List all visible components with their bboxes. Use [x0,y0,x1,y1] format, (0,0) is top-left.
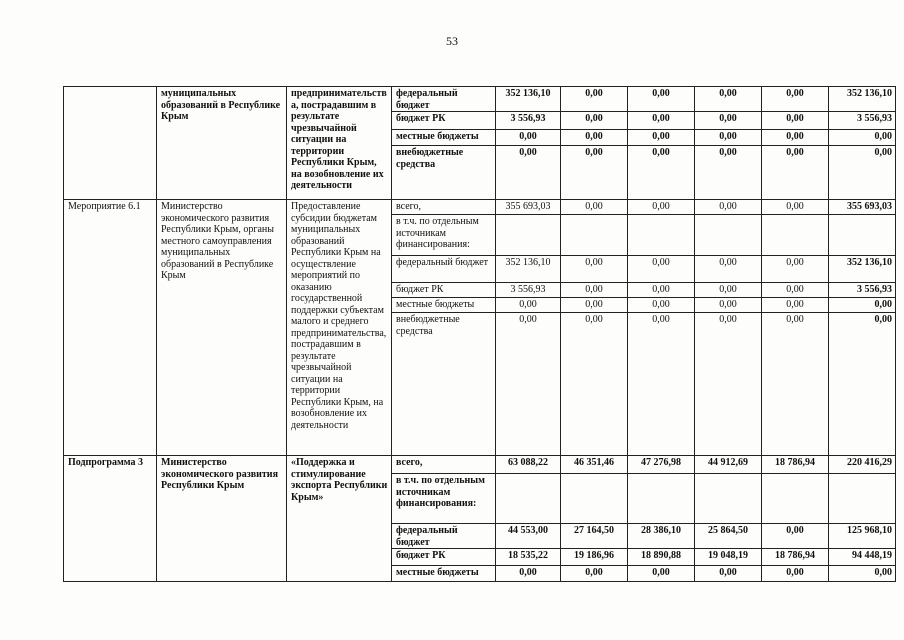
value-cell [561,215,628,256]
value-cell [695,215,762,256]
value-cell: 0,00 [628,200,695,215]
value-cell: 0,00 [561,298,628,313]
description-cell: Предоставление субсидии бюджетам муниципальных образований Республики Крым на осуществление мероприятий по оказанию государственной поддержки субъектам малого и среднего предпринимательства, пострадавшим в результате чрезвычайной ситуации на территории Республики Крым, на возобновление их деятельности [287,200,392,456]
value-cell: 0,00 [762,313,829,456]
source-cell: бюджет РК [392,549,496,566]
value-cell: 0,00 [762,524,829,549]
value-cell: 0,00 [561,146,628,200]
value-cell: 352 136,10 [829,256,896,283]
value-cell: 0,00 [561,313,628,456]
value-cell: 19 048,19 [695,549,762,566]
value-cell: 0,00 [496,130,561,146]
value-cell: 0,00 [695,283,762,298]
source-cell: федеральный бюджет [392,87,496,112]
table-row [64,456,896,474]
executor-cell: муниципальных образований в Республике Крым [157,87,287,200]
value-cell [628,474,695,524]
value-cell: 0,00 [628,130,695,146]
value-cell: 355 693,03 [829,200,896,215]
page-number: 53 [446,34,458,48]
value-cell: 0,00 [561,283,628,298]
value-cell: 0,00 [561,256,628,283]
source-cell: внебюджетные средства [392,146,496,200]
value-cell: 3 556,93 [496,283,561,298]
source-cell: бюджет РК [392,283,496,298]
description-cell: предпринимательства, пострадавшим в результате чрезвычайной ситуации на территории Республики Крым, на возобновление их деятельности [287,87,392,200]
value-cell: 19 186,96 [561,549,628,566]
source-cell: в т.ч. по отдельным источникам финансирования: [392,215,496,256]
value-cell: 94 448,19 [829,549,896,566]
value-cell [496,215,561,256]
name-cell [64,87,157,200]
source-cell: федеральный бюджет [392,524,496,549]
value-cell: 0,00 [496,566,561,582]
value-cell: 25 864,50 [695,524,762,549]
value-cell: 0,00 [695,298,762,313]
value-cell: 0,00 [561,87,628,112]
value-cell: 18 890,88 [628,549,695,566]
value-cell: 0,00 [695,112,762,130]
value-cell [695,474,762,524]
value-cell: 0,00 [496,298,561,313]
value-cell: 47 276,98 [628,456,695,474]
value-cell: 352 136,10 [829,87,896,112]
value-cell: 352 136,10 [496,256,561,283]
value-cell: 0,00 [762,298,829,313]
value-cell: 220 416,29 [829,456,896,474]
value-cell: 27 164,50 [561,524,628,549]
value-cell: 46 351,46 [561,456,628,474]
value-cell [762,474,829,524]
value-cell: 18 535,22 [496,549,561,566]
value-cell: 0,00 [628,283,695,298]
table-row [64,87,896,112]
name-cell: Мероприятие 6.1 [64,200,157,456]
value-cell: 0,00 [762,87,829,112]
value-cell: 0,00 [695,313,762,456]
source-cell: бюджет РК [392,112,496,130]
value-cell: 0,00 [762,146,829,200]
value-cell: 125 968,10 [829,524,896,549]
value-cell: 0,00 [561,130,628,146]
value-cell: 3 556,93 [829,283,896,298]
value-cell [762,215,829,256]
value-cell: 0,00 [762,566,829,582]
value-cell: 0,00 [762,130,829,146]
description-cell: «Поддержка и стимулирование экспорта Республики Крым» [287,456,392,582]
value-cell: 3 556,93 [496,112,561,130]
value-cell: 0,00 [628,313,695,456]
value-cell: 0,00 [628,256,695,283]
value-cell [561,474,628,524]
value-cell: 0,00 [695,256,762,283]
value-cell: 0,00 [829,298,896,313]
value-cell: 0,00 [695,130,762,146]
name-cell: Подпрограмма 3 [64,456,157,582]
source-cell: всего, [392,200,496,215]
value-cell: 0,00 [829,146,896,200]
value-cell: 0,00 [695,146,762,200]
value-cell: 0,00 [829,313,896,456]
value-cell [829,474,896,524]
source-cell: внебюджетные средства [392,313,496,456]
value-cell: 0,00 [762,112,829,130]
source-cell: всего, [392,456,496,474]
table-body [64,87,896,582]
value-cell: 355 693,03 [496,200,561,215]
executor-cell: Министерство экономического развития Республики Крым, органы местного самоуправления муниципальных образований в Республике Крым [157,200,287,456]
value-cell: 28 386,10 [628,524,695,549]
value-cell: 0,00 [561,112,628,130]
value-cell [628,215,695,256]
value-cell: 0,00 [496,146,561,200]
source-cell: в т.ч. по отдельным источникам финансирования: [392,474,496,524]
value-cell: 0,00 [829,130,896,146]
value-cell: 352 136,10 [496,87,561,112]
value-cell: 0,00 [496,313,561,456]
source-cell: местные бюджеты [392,566,496,582]
value-cell: 44 553,00 [496,524,561,549]
executor-cell: Министерство экономического развития Республики Крым [157,456,287,582]
value-cell: 0,00 [561,200,628,215]
table-row [64,200,896,215]
value-cell: 0,00 [762,256,829,283]
budget-table [63,86,896,582]
source-cell: федеральный бюджет [392,256,496,283]
value-cell: 63 088,22 [496,456,561,474]
value-cell: 0,00 [628,146,695,200]
value-cell: 3 556,93 [829,112,896,130]
value-cell: 0,00 [628,566,695,582]
value-cell: 0,00 [695,87,762,112]
value-cell: 0,00 [561,566,628,582]
value-cell: 0,00 [628,87,695,112]
value-cell: 0,00 [762,283,829,298]
value-cell: 0,00 [695,566,762,582]
value-cell [496,474,561,524]
source-cell: местные бюджеты [392,298,496,313]
value-cell: 44 912,69 [695,456,762,474]
value-cell: 0,00 [628,112,695,130]
value-cell: 0,00 [829,566,896,582]
value-cell: 0,00 [628,298,695,313]
value-cell: 18 786,94 [762,456,829,474]
value-cell: 18 786,94 [762,549,829,566]
source-cell: местные бюджеты [392,130,496,146]
value-cell: 0,00 [762,200,829,215]
value-cell: 0,00 [695,200,762,215]
value-cell [829,215,896,256]
